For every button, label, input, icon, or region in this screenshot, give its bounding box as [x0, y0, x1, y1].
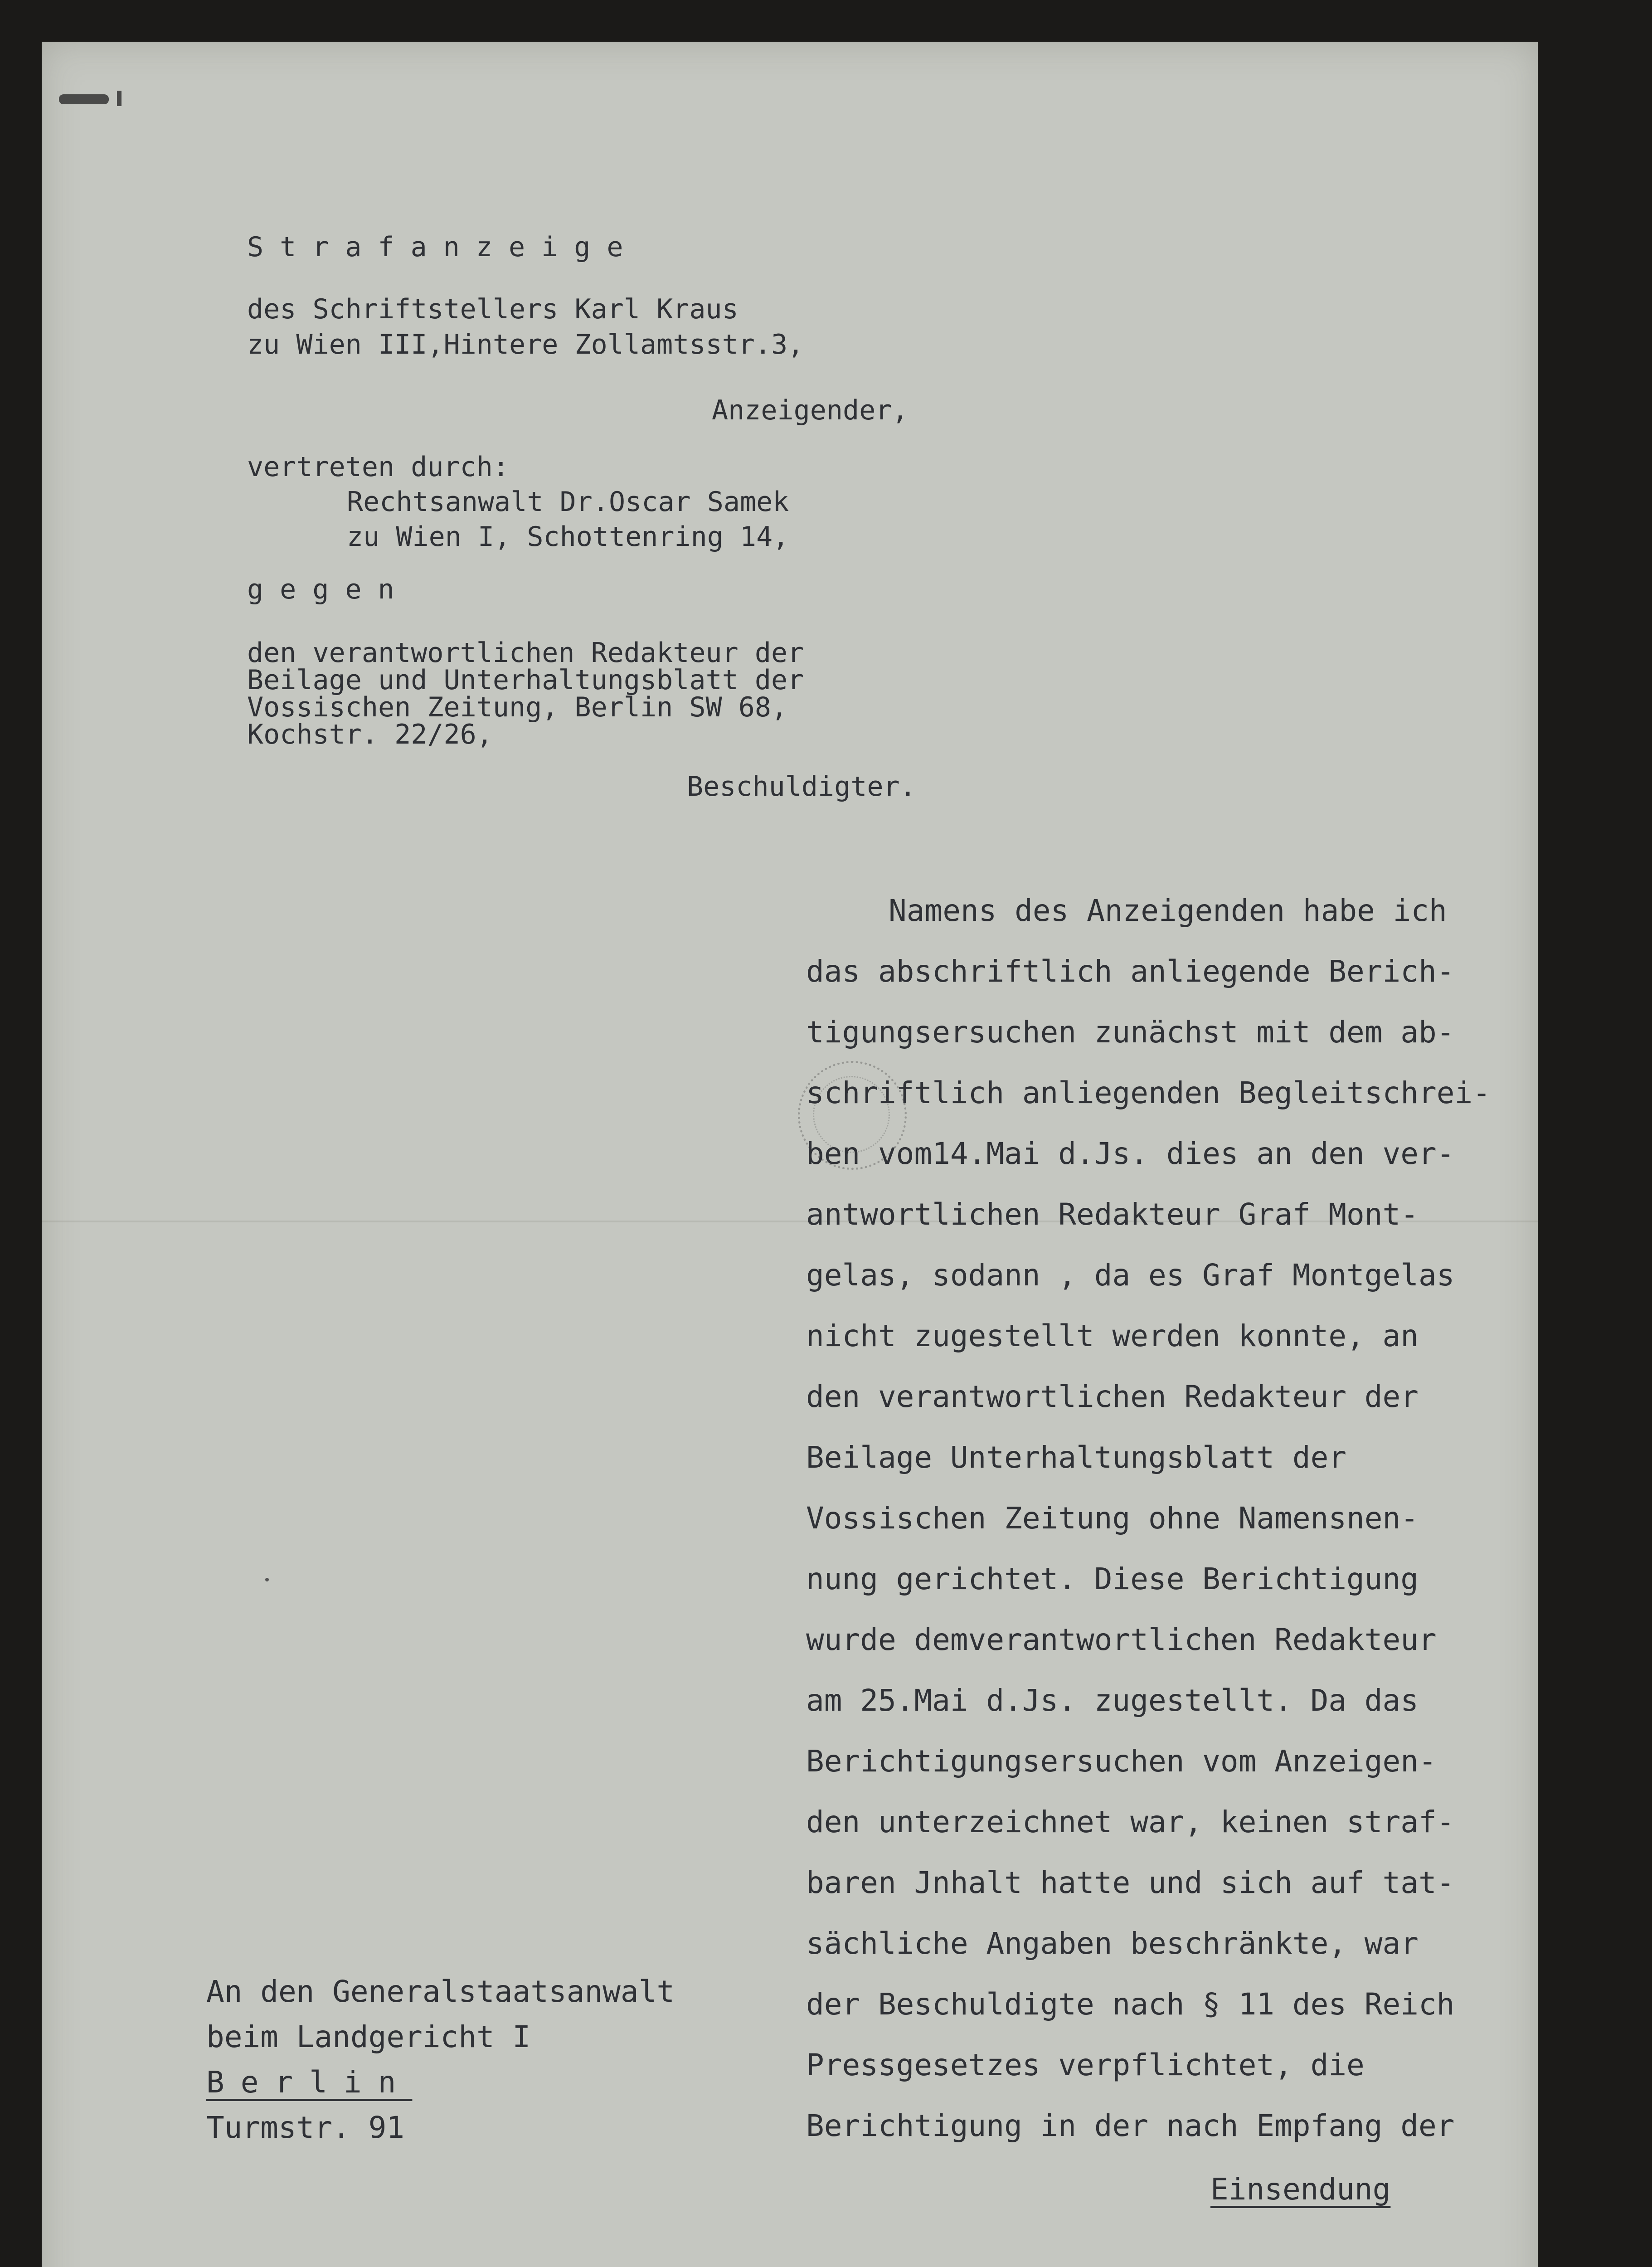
- defendant-role: Beschuldigter.: [687, 771, 916, 803]
- body-line: Pressgesetzes verpflichtet, die: [806, 2048, 1365, 2082]
- recipient-street: Turmstr. 91: [206, 2110, 405, 2145]
- body-line: gelas, sodann , da es Graf Montgelas: [806, 1258, 1455, 1293]
- body-line: sächliche Angaben beschränkte, war: [806, 1926, 1419, 1961]
- body-line: den unterzeichnet war, keinen straf-: [806, 1805, 1455, 1839]
- recipient-line: beim Landgericht I: [206, 2019, 531, 2054]
- body-line: nung gerichtet. Diese Berichtigung: [806, 1562, 1419, 1596]
- body-line: nicht zugestellt werden konnte, an: [806, 1318, 1419, 1353]
- body-line: Beilage Unterhaltungsblatt der: [806, 1440, 1347, 1475]
- body-line: der Beschuldigte nach § 11 des Reich: [806, 1987, 1455, 2022]
- defendant-line: Vossischen Zeitung, Berlin SW 68,: [247, 691, 788, 723]
- body-line: Berichtigung in der nach Empfang der: [806, 2108, 1455, 2143]
- defendant-line: Kochstr. 22/26,: [247, 719, 493, 750]
- body-line: schriftlich anliegenden Begleitschrei-: [806, 1075, 1491, 1110]
- body-line: am 25.Mai d.Js. zugestellt. Da das: [806, 1683, 1419, 1718]
- ink-mark: [117, 91, 121, 106]
- defendant-line: den verantwortlichen Redakteur der: [247, 637, 804, 669]
- body-line: Namens des Anzeigenden habe ich: [889, 893, 1447, 928]
- recipient-line: An den Generalstaatsanwalt: [206, 1974, 675, 2009]
- against-label: gegen: [247, 574, 411, 605]
- body-line: das abschriftlich anliegende Berich-: [806, 954, 1455, 989]
- body-line: baren Jnhalt hatte und sich auf tat-: [806, 1865, 1455, 1900]
- complainant-address: zu Wien III,Hintere Zollamtsstr.3,: [247, 329, 804, 360]
- complainant-line: des Schriftstellers Karl Kraus: [247, 293, 739, 325]
- representative-address: zu Wien I, Schottenring 14,: [347, 521, 789, 553]
- defendant-line: Beilage und Unterhaltungsblatt der: [247, 664, 804, 696]
- representative-intro: vertreten durch:: [247, 451, 509, 483]
- body-line: ben vom14.Mai d.Js. dies an den ver-: [806, 1136, 1455, 1171]
- recipient-city: Berlin: [206, 2065, 413, 2100]
- body-line: tigungsersuchen zunächst mit dem ab-: [806, 1015, 1455, 1050]
- complainant-role: Anzeigender,: [712, 394, 909, 426]
- ink-mark: [59, 94, 109, 104]
- document-title: Strafanzeige: [247, 231, 640, 263]
- body-line: den verantwortlichen Redakteur der: [806, 1379, 1419, 1414]
- body-line: Vossischen Zeitung ohne Namensnen-: [806, 1501, 1419, 1536]
- body-line: Berichtigungsersuchen vom Anzeigen-: [806, 1744, 1437, 1779]
- representative-name: Rechtsanwalt Dr.Oscar Samek: [347, 486, 789, 518]
- body-line: antwortlichen Redakteur Graf Mont-: [806, 1197, 1419, 1232]
- body-line: wurde demverantwortlichen Redakteur: [806, 1622, 1437, 1657]
- catchword: Einsendung: [1210, 2172, 1391, 2207]
- ink-dot: [265, 1578, 269, 1581]
